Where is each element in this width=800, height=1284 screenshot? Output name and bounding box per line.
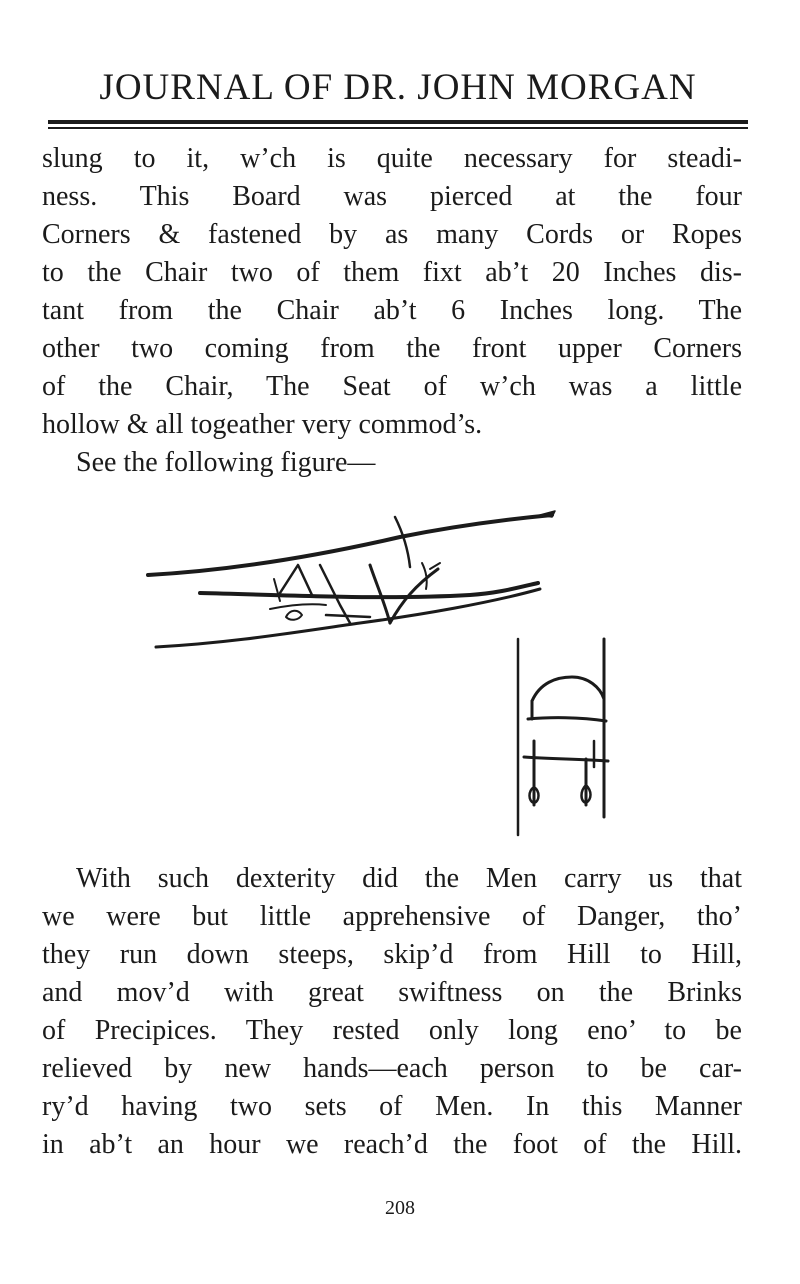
header-rule-thin xyxy=(48,127,748,129)
sedan-chair-sketch-icon xyxy=(140,505,640,845)
text-line: slung to it, w’ch is quite necessary for steadi- xyxy=(42,143,742,174)
text-line: they run down steeps, skip’d from Hill to Hill, xyxy=(42,939,742,970)
text-line: hollow & all togeather very commod’s. xyxy=(42,409,483,440)
text-line: Corners & fastened by as many Cords or Ropes xyxy=(42,219,742,250)
page-number: 208 xyxy=(385,1197,415,1219)
figure-caption-line: See the following figure— xyxy=(76,447,376,478)
text-line: ry’d having two sets of Men. In this Manner xyxy=(42,1091,742,1122)
text-line: to the Chair two of them fixt ab’t 20 Inches dis- xyxy=(42,257,742,288)
text-line: of Precipices. They rested only long eno’ to be xyxy=(42,1015,742,1046)
header-rule-thick xyxy=(48,120,748,124)
text-line: we were but little apprehensive of Danger, tho’ xyxy=(42,901,742,932)
text-line: relieved by new hands—each person to be car- xyxy=(42,1053,742,1084)
text-line: other two coming from the front upper Corners xyxy=(42,333,742,364)
text-line: tant from the Chair ab’t 6 Inches long. The xyxy=(42,295,742,326)
text-line: and mov’d with great swiftness on the Brinks xyxy=(42,977,742,1008)
text-line: ness. This Board was pierced at the four xyxy=(42,181,742,212)
text-line: With such dexterity did the Men carry us that xyxy=(76,863,742,894)
running-title: JOURNAL OF DR. JOHN MORGAN xyxy=(99,67,697,108)
text-line: in ab’t an hour we reach’d the foot of the Hill. xyxy=(42,1129,742,1160)
text-line: of the Chair, The Seat of w’ch was a little xyxy=(42,371,742,402)
